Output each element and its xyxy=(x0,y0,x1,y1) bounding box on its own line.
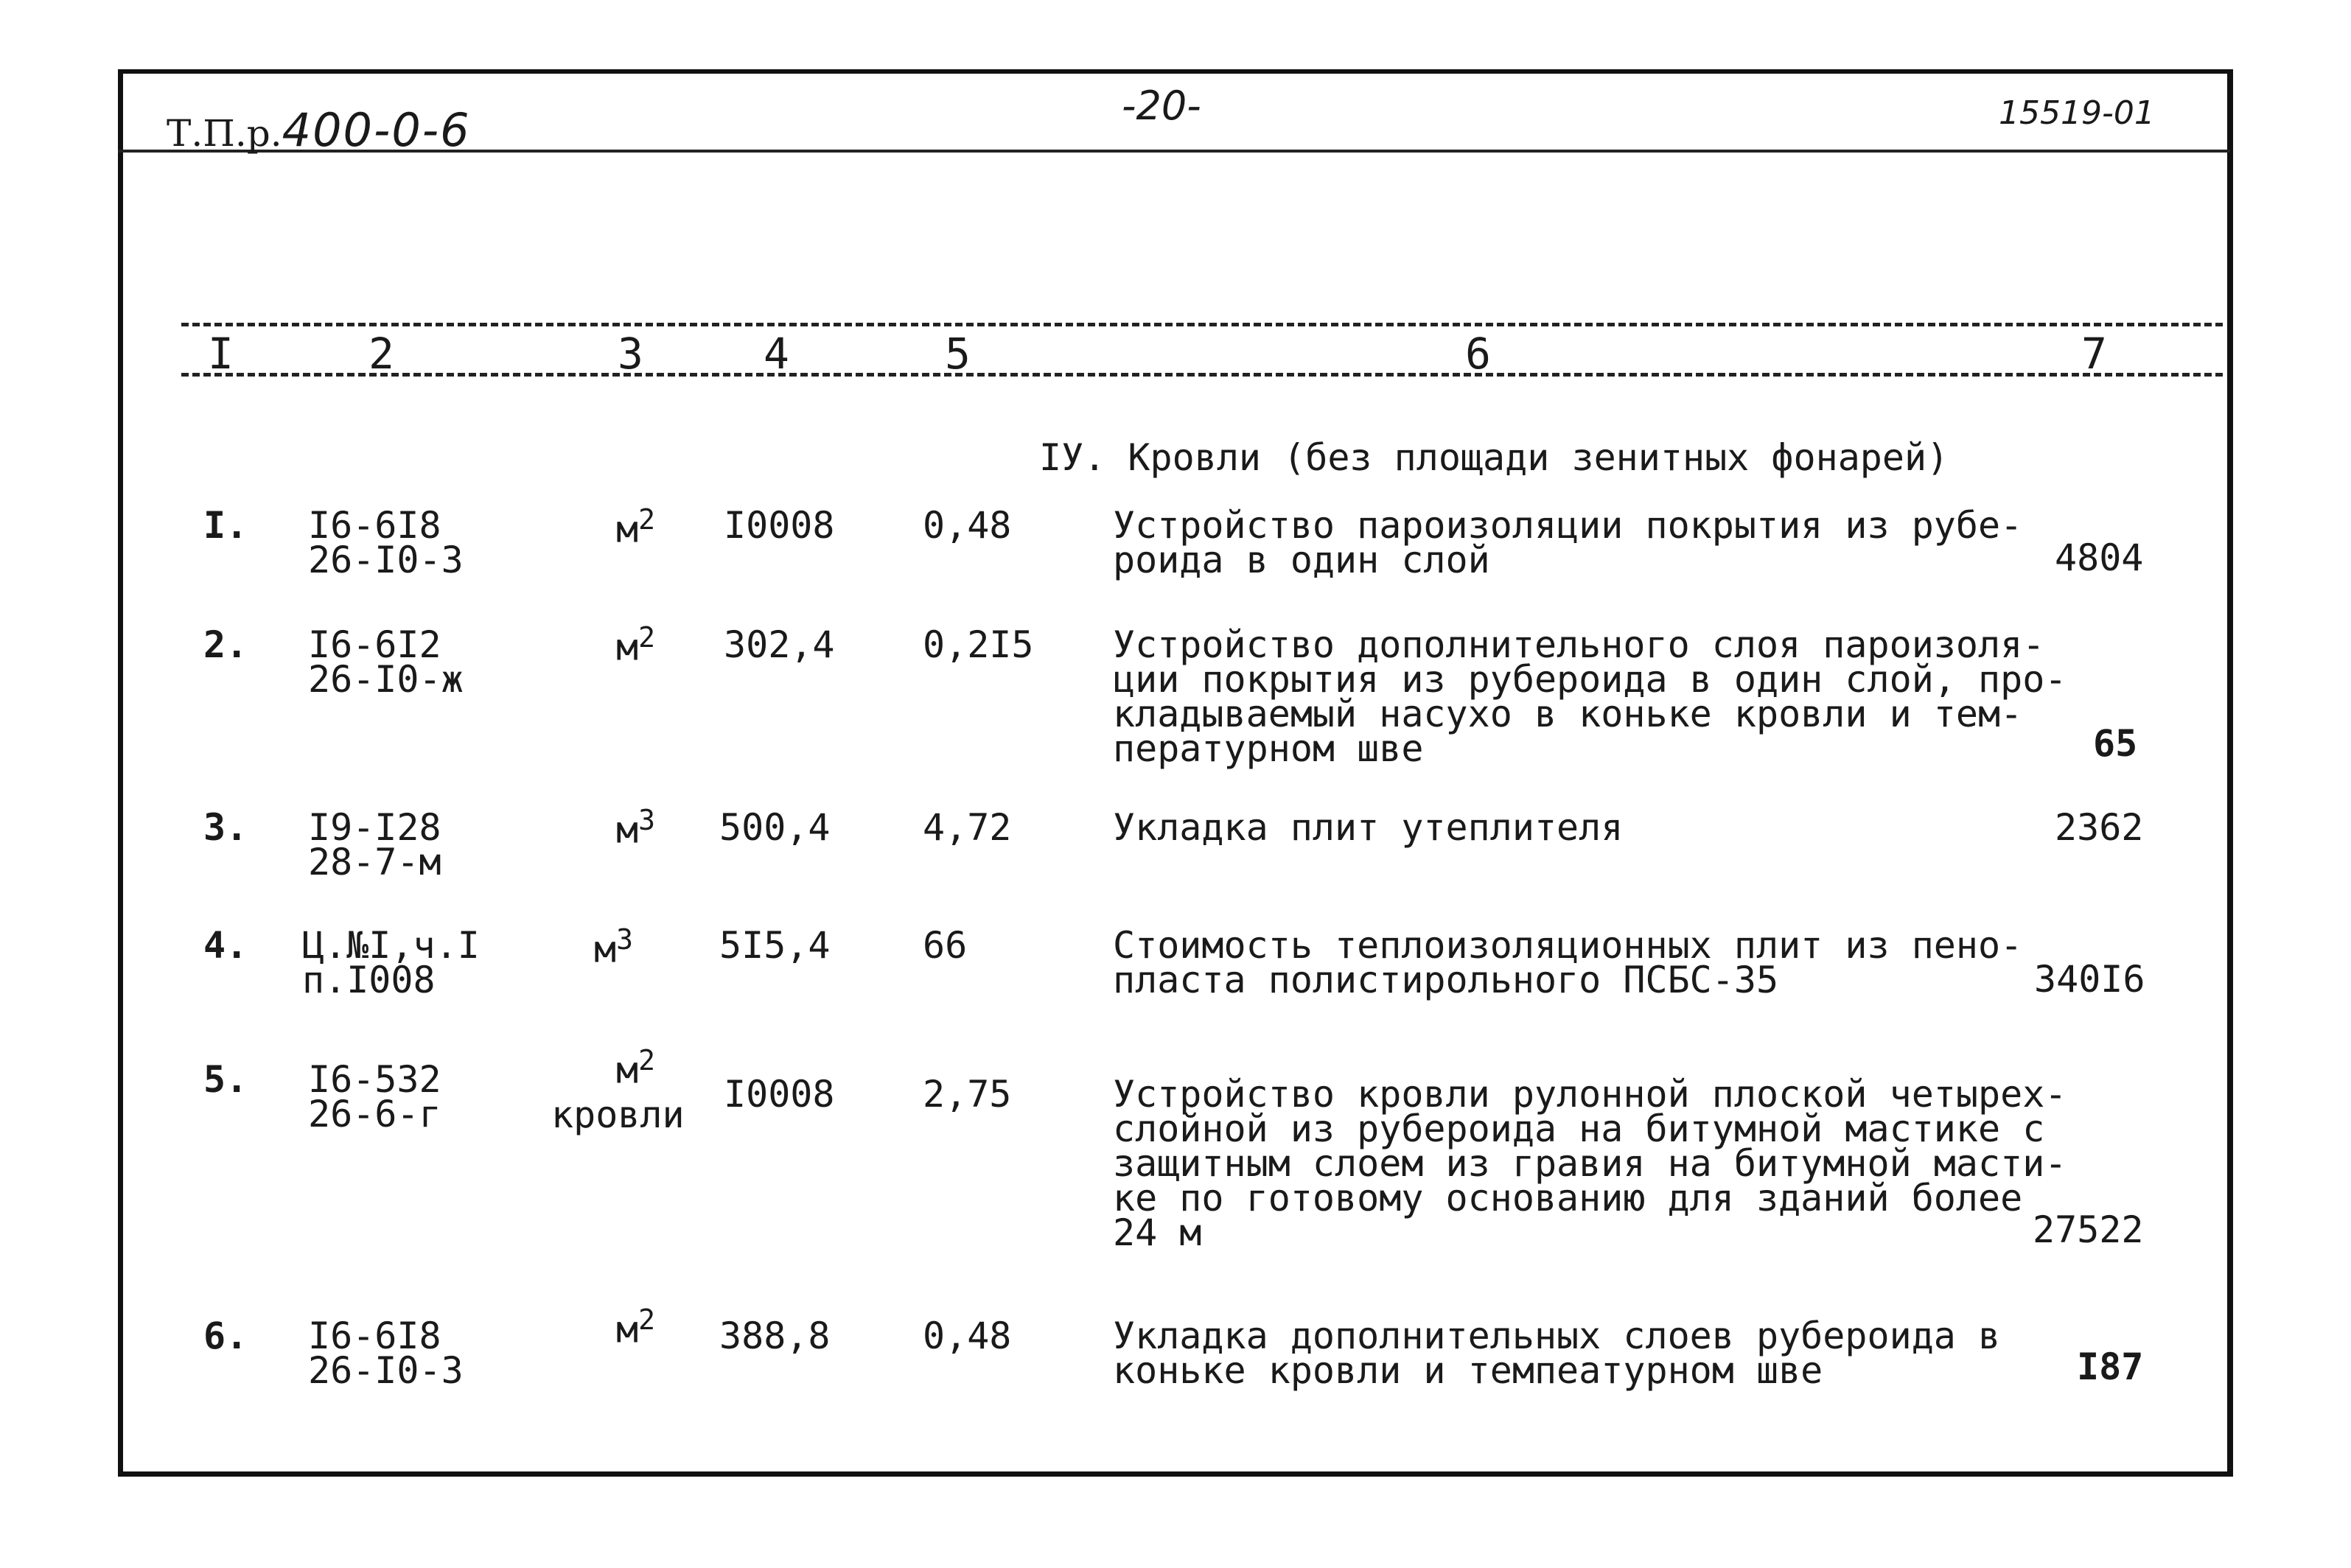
norm-code-line-2: п.I008 xyxy=(302,959,436,1001)
unit-base: м xyxy=(616,808,639,852)
quantity: 388,8 xyxy=(719,1315,831,1357)
unit-base: м xyxy=(616,508,639,551)
unit xyxy=(594,923,633,971)
norm-code-line-2: 26-I0-3 xyxy=(308,1349,464,1392)
document-designation xyxy=(167,103,471,157)
unit-exponent: 3 xyxy=(638,804,655,836)
norm-code xyxy=(308,1058,441,1135)
column-number-2: 2 xyxy=(368,329,394,379)
quantity: 5I5,4 xyxy=(719,924,831,967)
unit-base: м xyxy=(616,1049,639,1092)
unit xyxy=(616,803,655,852)
row-number: 2. xyxy=(203,623,248,666)
norm-code-line-2: 26-6-г xyxy=(308,1093,441,1135)
archive-code: 15519-01 xyxy=(1999,94,2155,132)
column-header-top-rule xyxy=(181,323,2223,326)
page-number: -20- xyxy=(1122,83,1201,129)
unit-exponent: 3 xyxy=(616,923,633,956)
column-number-5: 5 xyxy=(945,329,971,379)
unit xyxy=(616,503,655,551)
quantity: 500,4 xyxy=(719,806,831,849)
norm-code xyxy=(308,806,441,883)
column-header-bottom-rule xyxy=(181,373,2223,377)
total-cost: 2362 xyxy=(2055,806,2144,849)
column-number-6: 6 xyxy=(1465,329,1491,379)
unit-price: 0,48 xyxy=(923,504,1012,547)
total-cost: 340I6 xyxy=(2034,958,2145,1001)
norm-code-line-1: I9-I28 xyxy=(308,806,441,849)
norm-code-line-2: 26-I0-ж xyxy=(308,658,464,701)
norm-code-line-1: I6-6I2 xyxy=(308,623,441,666)
row-number: 6. xyxy=(203,1315,248,1357)
column-number-1: I xyxy=(208,329,234,379)
unit-qualifier: кровли xyxy=(551,1093,685,1136)
unit-price: 4,72 xyxy=(923,806,1012,849)
unit xyxy=(616,1043,655,1092)
total-cost: I87 xyxy=(2077,1345,2144,1388)
section-title: IУ. Кровли (без площади зенитных фонарей) xyxy=(1039,436,1949,479)
unit-price: 0,2I5 xyxy=(923,623,1034,666)
unit-exponent: 2 xyxy=(638,1303,655,1336)
unit-base: м xyxy=(616,1308,639,1351)
norm-code-line-1: Ц.№I,ч.I xyxy=(302,924,480,967)
work-description: Стоимость теплоизоляционных плит из пено- пласта полистирольного ПСБС-35 xyxy=(1113,924,2023,1001)
row-number: I. xyxy=(203,504,248,547)
row-number: 3. xyxy=(203,806,248,849)
unit-price: 66 xyxy=(923,924,968,967)
unit-exponent: 2 xyxy=(638,503,655,536)
work-description: Устройство кровли рулонной плоской четырех- слойной из рубероида на битумной мастике с защитным слоем из гравия на битумной масти- ке по готовому основанию для зданий более 24 м xyxy=(1113,1073,2067,1254)
quantity: 302,4 xyxy=(724,623,835,666)
unit-exponent: 2 xyxy=(638,1044,655,1077)
norm-code xyxy=(308,623,464,701)
column-number-3: 3 xyxy=(618,329,643,379)
norm-code-line-2: 26-I0-3 xyxy=(308,539,464,581)
column-number-7: 7 xyxy=(2081,329,2107,379)
unit xyxy=(616,1303,655,1351)
unit-price: 2,75 xyxy=(923,1073,1012,1116)
row-number: 4. xyxy=(203,924,248,967)
unit-base: м xyxy=(594,928,617,971)
work-description: Укладка дополнительных слоев рубероида в коньке кровли и темпеатурном шве xyxy=(1113,1315,2001,1392)
designation-code: 400-0-6 xyxy=(282,103,471,157)
work-description: Устройство дополнительного слоя пароизоля- ции покрытия из рубероида в один слой, про- кладываемый насухо в коньке кровли и тем- пературном шве xyxy=(1113,623,2067,770)
norm-code xyxy=(308,1315,464,1392)
norm-code-line-1: I6-532 xyxy=(308,1058,441,1101)
norm-code-line-1: I6-6I8 xyxy=(308,1315,441,1357)
unit-exponent: 2 xyxy=(638,621,655,654)
unit xyxy=(616,620,655,669)
norm-code xyxy=(302,924,480,1001)
quantity: I0008 xyxy=(724,1073,835,1116)
column-number-4: 4 xyxy=(764,329,789,379)
norm-code-line-2: 28-7-м xyxy=(308,841,441,883)
work-description: Укладка плит утеплителя xyxy=(1113,806,1624,849)
total-cost: 65 xyxy=(2093,722,2138,765)
norm-code xyxy=(308,504,464,581)
total-cost: 27522 xyxy=(2033,1208,2144,1251)
work-description: Устройство пароизоляции покрытия из рубе- роида в один слой xyxy=(1113,504,2023,581)
page-frame xyxy=(118,69,2233,1477)
designation-label: Т.П.р. xyxy=(167,112,282,155)
row-number: 5. xyxy=(203,1058,248,1101)
unit-price: 0,48 xyxy=(923,1315,1012,1357)
norm-code-line-1: I6-6I8 xyxy=(308,504,441,547)
total-cost: 4804 xyxy=(2055,536,2144,579)
quantity: I0008 xyxy=(724,504,835,547)
unit-base: м xyxy=(616,626,639,669)
